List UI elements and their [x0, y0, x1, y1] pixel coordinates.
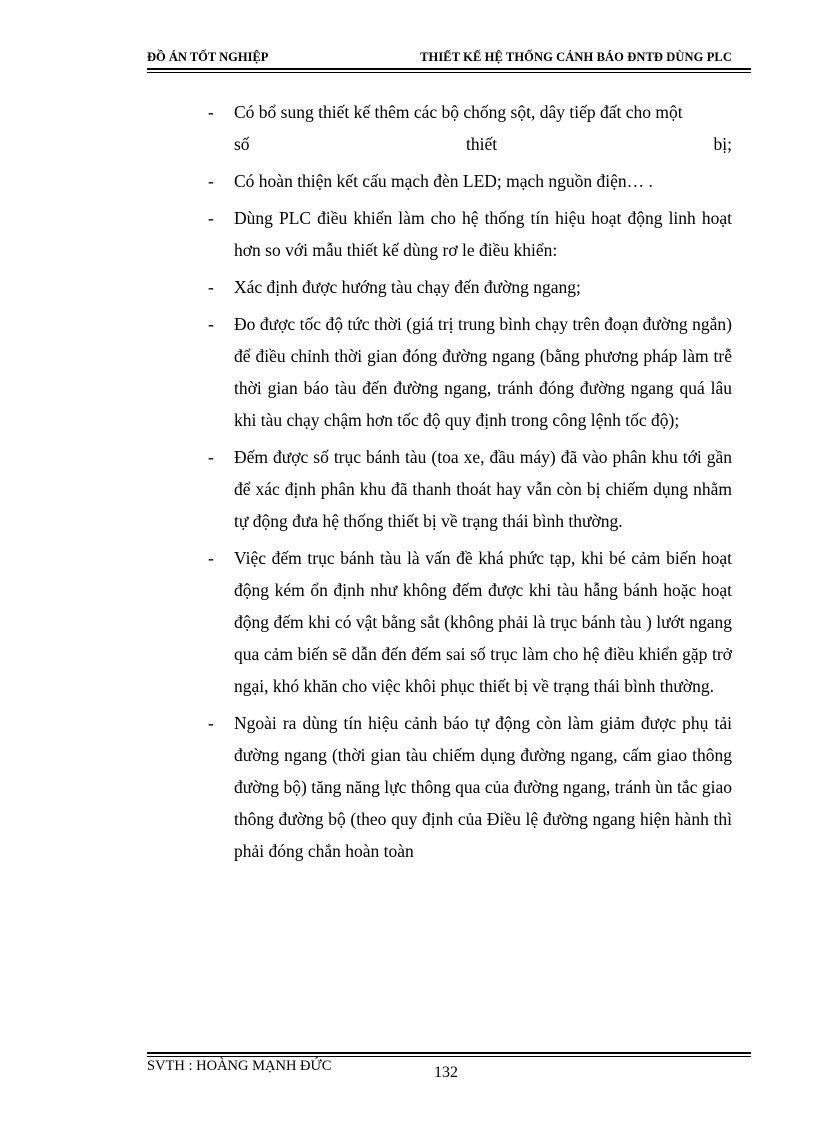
bullet-dash: - [208, 102, 214, 122]
list-item [208, 441, 732, 537]
page-number: 132 [434, 1064, 458, 1081]
list-item-text: Xác định được hướng tàu chạy đến đường ngang; [234, 277, 581, 297]
bullet-dash: - [208, 277, 214, 297]
bullet-dash: - [208, 447, 214, 467]
body-content [208, 96, 732, 872]
list-item-continuation [234, 128, 732, 160]
bullet-dash: - [208, 713, 214, 733]
list-item-text: Có hoàn thiện kết cấu mạch đèn LED; mạch nguồn điện… . [234, 171, 653, 191]
footer-author: SVTH : HOÀNG MẠNH ĐỨC [147, 1058, 332, 1074]
list-item-text: Dùng PLC điều khiển làm cho hệ thống tín hiệu hoạt động linh hoạt hơn so với mẫu thiết kế dùng rơ le điều khiển: [234, 208, 732, 260]
page-footer [147, 1058, 751, 1088]
continuation-word: bị; [713, 134, 732, 154]
header-right-title: THIẾT KẾ HỆ THỐNG CẢNH BÁO ĐNTĐ DÙNG PLC [420, 50, 732, 64]
list-item [208, 96, 732, 160]
footer-rule-thick [147, 1052, 751, 1054]
bullet-dash: - [208, 171, 214, 191]
continuation-word: thiết [465, 134, 498, 154]
bullet-dash: - [208, 208, 214, 228]
list-item [208, 165, 732, 197]
bullet-dash: - [208, 548, 214, 568]
list-item-text: Ngoài ra dùng tín hiệu cảnh báo tự động còn làm giảm được phụ tải đường ngang (thời gian tàu chiếm dụng đường ngang, cấm giao thông đường bộ) tăng năng lực thông qua của đường ngang, tránh ùn tắc giao thông đường bộ (theo quy định của Điều lệ đường ngang hiện hành thì phải đóng chắn hoàn toàn [234, 713, 732, 861]
page-header [147, 50, 734, 70]
footer-rule-thin [147, 1056, 751, 1057]
list-item [208, 202, 732, 266]
list-item [208, 707, 732, 867]
continuation-word: số [234, 134, 250, 154]
bullet-dash: - [208, 314, 214, 334]
list-item [208, 308, 732, 436]
header-left-title: ĐỒ ÁN TỐT NGHIỆP [147, 50, 269, 64]
list-item [208, 271, 732, 303]
list-item-text: Việc đếm trục bánh tàu là vấn đề khá phức tạp, khi bé cảm biến hoạt động kém ổn định như không đếm được khi tàu hẫng bánh hoặc hoạt động đếm khi có vật bằng sắt (không phải là trục bánh tàu ) lướt ngang qua cảm biến sẽ dẫn đến đếm sai số trục làm cho hệ điều khiển gặp trở ngại, khó khăn cho việc khôi phục thiết bị về trạng thái bình thường. [234, 548, 732, 696]
header-rule-thick [147, 68, 751, 70]
list-item [208, 542, 732, 702]
list-item-text: Có bổ sung thiết kế thêm các bộ chống sột, dây tiếp đất cho một [234, 102, 683, 122]
header-rule-thin [147, 72, 751, 73]
list-item-text: Đếm được số trục bánh tàu (toa xe, đầu máy) đã vào phân khu tới gần để xác định phân khu đã thanh thoát hay vẫn còn bị chiếm dụng nhằm tự động đưa hệ thống thiết bị về trạng thái bình thường. [234, 447, 732, 531]
list-item-text: Đo được tốc độ tức thời (giá trị trung bình chạy trên đoạn đường ngắn) để điều chỉnh thời gian đóng đường ngang (bằng phương pháp làm trễ thời gian báo tàu đến đường ngang, tránh đóng đường ngang quá lâu khi tàu chạy chậm hơn tốc độ quy định trong công lệnh tốc độ); [234, 314, 732, 430]
